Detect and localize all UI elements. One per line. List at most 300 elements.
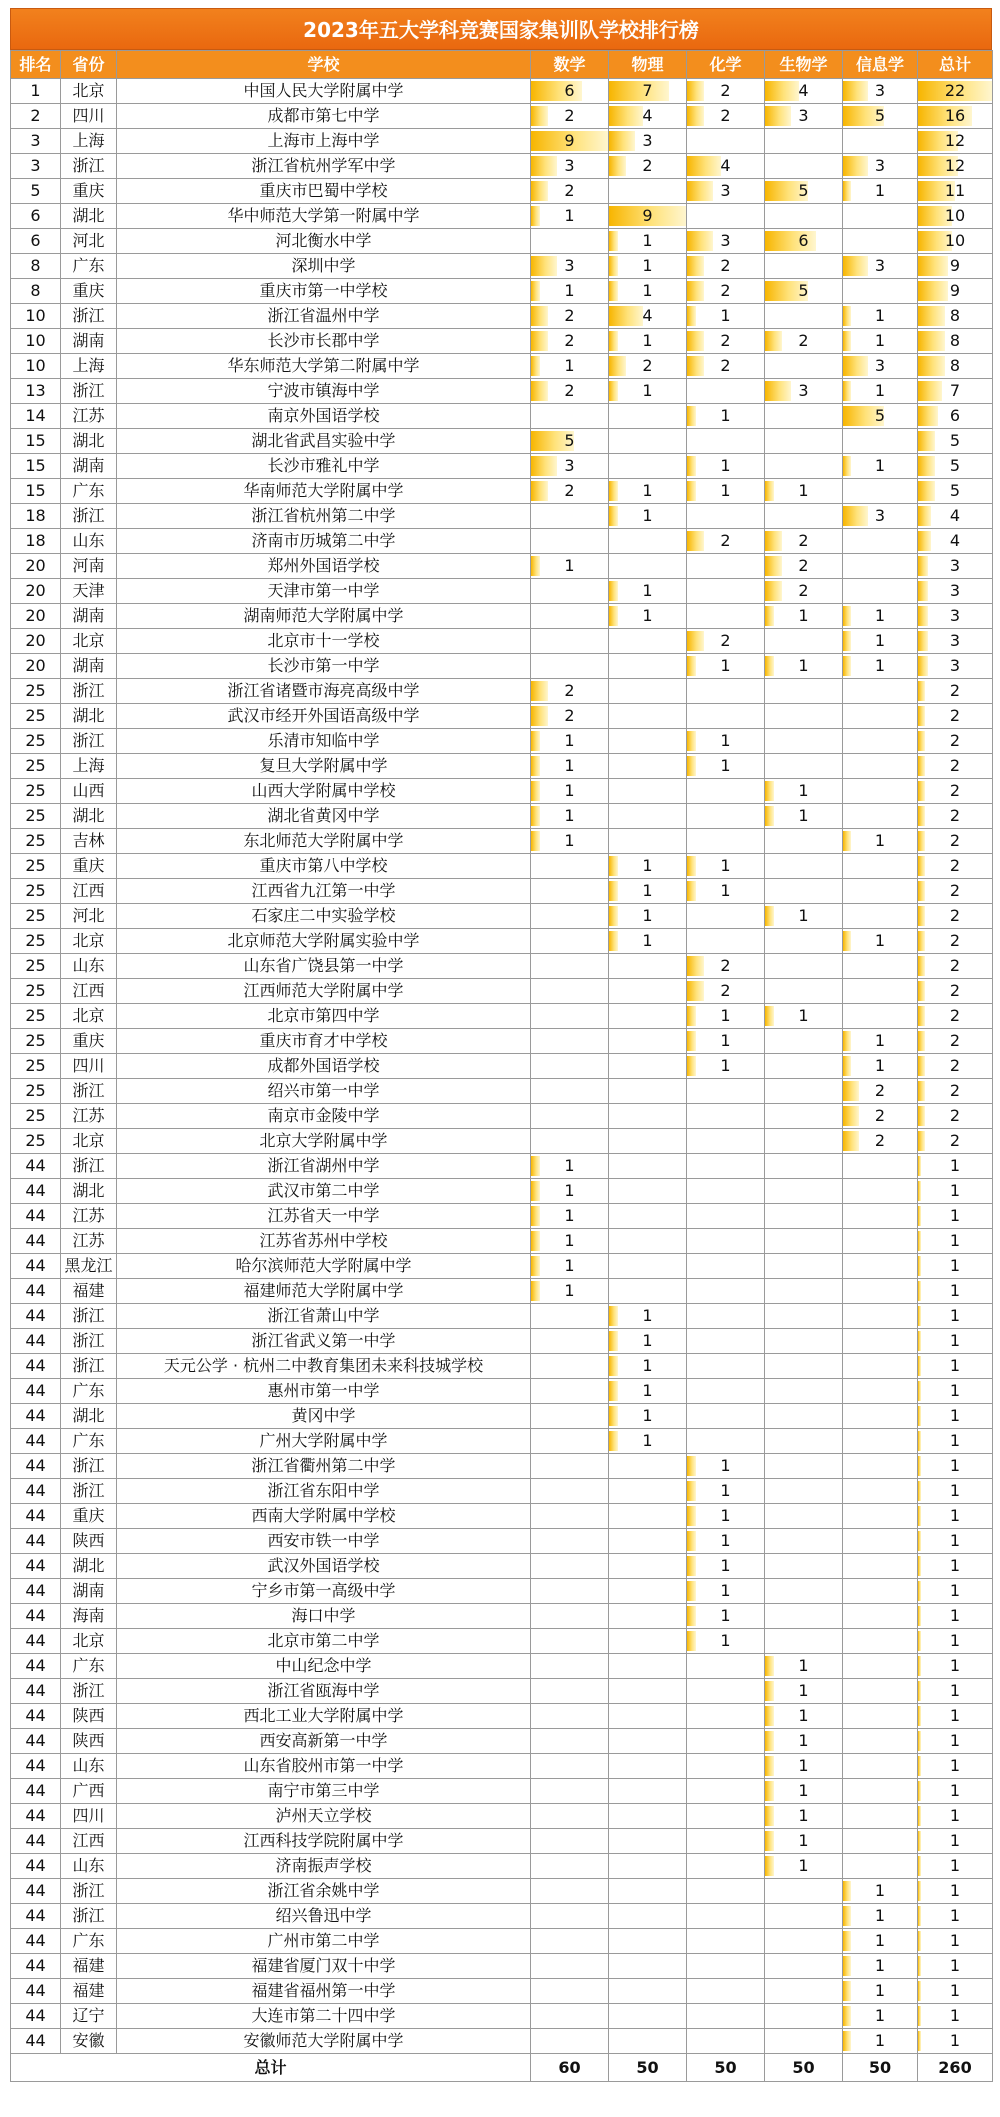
chemistry-cell bbox=[687, 1904, 765, 1929]
math-cell bbox=[531, 1029, 609, 1054]
physics-value: 1 bbox=[642, 506, 653, 525]
biology-cell bbox=[765, 1654, 843, 1679]
biology-cell bbox=[765, 854, 843, 879]
header-chemistry[interactable]: 化学 bbox=[687, 51, 765, 79]
school-cell: 石家庄二中实验学校 bbox=[117, 904, 531, 929]
rank-cell: 44 bbox=[11, 1954, 61, 1979]
math-value: 1 bbox=[564, 556, 575, 575]
total-value: 1 bbox=[949, 1556, 961, 1575]
biology-cell bbox=[765, 1054, 843, 1079]
total-data-bar bbox=[918, 1281, 921, 1301]
chemistry-value: 1 bbox=[720, 1481, 731, 1500]
table-body bbox=[11, 79, 993, 2054]
total-data-bar bbox=[918, 931, 925, 951]
chemistry-cell bbox=[687, 204, 765, 229]
math-value: 1 bbox=[564, 356, 575, 375]
table-row bbox=[11, 654, 993, 679]
total-value: 1 bbox=[949, 1806, 961, 1825]
chemistry-value: 2 bbox=[720, 256, 731, 275]
header-physics[interactable]: 物理 bbox=[609, 51, 687, 79]
footer-total-chemistry: 50 bbox=[687, 2054, 765, 2082]
physics-cell bbox=[609, 1129, 687, 1154]
total-cell bbox=[918, 1879, 993, 1904]
chemistry-cell bbox=[687, 1854, 765, 1879]
total-data-bar bbox=[918, 1206, 921, 1226]
table-row bbox=[11, 1254, 993, 1279]
total-data-bar bbox=[918, 1406, 921, 1426]
total-data-bar bbox=[918, 856, 925, 876]
chemistry-cell bbox=[687, 79, 765, 104]
chemistry-cell bbox=[687, 1704, 765, 1729]
biology-data-bar bbox=[765, 1681, 774, 1701]
rank-cell: 25 bbox=[11, 729, 61, 754]
total-cell bbox=[918, 1204, 993, 1229]
math-data-bar bbox=[531, 1256, 540, 1276]
province-cell: 湖北 bbox=[61, 704, 117, 729]
chemistry-cell bbox=[687, 1129, 765, 1154]
total-data-bar bbox=[918, 256, 948, 276]
informatics-value: 1 bbox=[874, 456, 886, 475]
math-cell bbox=[531, 804, 609, 829]
total-data-bar bbox=[918, 981, 925, 1001]
school-cell: 湖北省武昌实验中学 bbox=[117, 429, 531, 454]
biology-value: 1 bbox=[798, 1856, 809, 1875]
biology-cell bbox=[765, 1004, 843, 1029]
rank-cell: 25 bbox=[11, 1104, 61, 1129]
biology-value: 1 bbox=[798, 656, 809, 675]
school-cell: 武汉市经开外国语高级中学 bbox=[117, 704, 531, 729]
chemistry-cell bbox=[687, 1454, 765, 1479]
header-school[interactable]: 学校 bbox=[117, 51, 531, 79]
table-row bbox=[11, 1304, 993, 1329]
school-cell: 浙江省杭州第二中学 bbox=[117, 504, 531, 529]
total-value: 2 bbox=[949, 1031, 961, 1050]
total-cell bbox=[918, 504, 993, 529]
total-data-bar bbox=[918, 1806, 921, 1826]
school-cell: 安徽师范大学附属中学 bbox=[117, 2029, 531, 2054]
biology-cell bbox=[765, 729, 843, 754]
informatics-cell bbox=[843, 879, 918, 904]
physics-value: 2 bbox=[642, 156, 653, 175]
biology-cell bbox=[765, 604, 843, 629]
province-cell: 陕西 bbox=[61, 1529, 117, 1554]
math-cell bbox=[531, 1104, 609, 1129]
informatics-cell bbox=[843, 1004, 918, 1029]
rank-cell: 8 bbox=[11, 254, 61, 279]
physics-cell bbox=[609, 504, 687, 529]
total-value: 9 bbox=[949, 256, 961, 275]
rank-cell: 44 bbox=[11, 1854, 61, 1879]
rank-cell: 44 bbox=[11, 1454, 61, 1479]
header-province[interactable]: 省份 bbox=[61, 51, 117, 79]
math-value: 1 bbox=[564, 1206, 575, 1225]
math-cell bbox=[531, 629, 609, 654]
total-cell bbox=[918, 1954, 993, 1979]
school-cell: 福建师范大学附属中学 bbox=[117, 1279, 531, 1304]
table-row bbox=[11, 1904, 993, 1929]
chemistry-cell bbox=[687, 1504, 765, 1529]
physics-value: 4 bbox=[642, 306, 653, 325]
school-cell: 大连市第二十四中学 bbox=[117, 2004, 531, 2029]
math-cell bbox=[531, 1504, 609, 1529]
total-data-bar bbox=[918, 1606, 921, 1626]
biology-cell bbox=[765, 1829, 843, 1854]
chemistry-value: 2 bbox=[720, 531, 731, 550]
rank-cell: 20 bbox=[11, 554, 61, 579]
biology-cell bbox=[765, 829, 843, 854]
rank-cell: 44 bbox=[11, 1279, 61, 1304]
physics-cell bbox=[609, 979, 687, 1004]
informatics-cell bbox=[843, 354, 918, 379]
biology-value: 4 bbox=[798, 81, 809, 100]
chemistry-cell bbox=[687, 229, 765, 254]
biology-data-bar bbox=[765, 1781, 774, 1801]
chemistry-cell bbox=[687, 929, 765, 954]
chemistry-cell bbox=[687, 554, 765, 579]
rank-cell: 44 bbox=[11, 1804, 61, 1829]
table-row bbox=[11, 304, 993, 329]
physics-data-bar bbox=[609, 231, 618, 251]
total-cell bbox=[918, 304, 993, 329]
school-cell: 重庆市第八中学校 bbox=[117, 854, 531, 879]
school-cell: 乐清市知临中学 bbox=[117, 729, 531, 754]
table-row bbox=[11, 1429, 993, 1454]
total-cell bbox=[918, 204, 993, 229]
province-cell: 海南 bbox=[61, 1604, 117, 1629]
total-data-bar bbox=[918, 431, 935, 451]
total-cell bbox=[918, 1529, 993, 1554]
total-data-bar bbox=[918, 406, 938, 426]
math-cell bbox=[531, 1729, 609, 1754]
header-rank[interactable]: 排名 bbox=[11, 51, 61, 79]
math-value: 5 bbox=[564, 431, 575, 450]
ranking-sheet bbox=[10, 8, 992, 2082]
total-data-bar bbox=[918, 556, 928, 576]
table-row bbox=[11, 229, 993, 254]
table-row bbox=[11, 1829, 993, 1854]
total-value: 1 bbox=[949, 1881, 961, 1900]
table-row bbox=[11, 1779, 993, 1804]
header-biology[interactable]: 生物学 bbox=[765, 51, 843, 79]
physics-cell bbox=[609, 179, 687, 204]
province-cell: 湖南 bbox=[61, 454, 117, 479]
school-cell: 济南市历城第二中学 bbox=[117, 529, 531, 554]
total-cell bbox=[918, 679, 993, 704]
biology-cell bbox=[765, 1804, 843, 1829]
math-data-bar bbox=[531, 356, 540, 376]
footer-total-informatics: 50 bbox=[843, 2054, 918, 2082]
table-row bbox=[11, 1179, 993, 1204]
biology-cell bbox=[765, 1354, 843, 1379]
table-row bbox=[11, 179, 993, 204]
total-data-bar bbox=[918, 1931, 921, 1951]
table-row bbox=[11, 1054, 993, 1079]
physics-cell bbox=[609, 404, 687, 429]
total-cell bbox=[918, 829, 993, 854]
total-value: 2 bbox=[949, 1006, 961, 1025]
header-math[interactable]: 数学 bbox=[531, 51, 609, 79]
total-cell bbox=[918, 329, 993, 354]
math-cell bbox=[531, 1554, 609, 1579]
school-cell: 山西大学附属中学校 bbox=[117, 779, 531, 804]
physics-data-bar bbox=[609, 606, 618, 626]
table-row bbox=[11, 254, 993, 279]
informatics-cell bbox=[843, 529, 918, 554]
rank-cell: 20 bbox=[11, 579, 61, 604]
math-cell bbox=[531, 704, 609, 729]
school-cell: 中山纪念中学 bbox=[117, 1654, 531, 1679]
province-cell: 浙江 bbox=[61, 1679, 117, 1704]
school-cell: 福建省福州第一中学 bbox=[117, 1979, 531, 2004]
total-data-bar bbox=[918, 581, 928, 601]
informatics-cell bbox=[843, 129, 918, 154]
informatics-cell bbox=[843, 79, 918, 104]
chemistry-data-bar bbox=[687, 456, 696, 476]
biology-data-bar bbox=[765, 581, 782, 601]
physics-value: 1 bbox=[642, 1381, 653, 1400]
physics-cell bbox=[609, 479, 687, 504]
header-informatics[interactable]: 信息学 bbox=[843, 51, 918, 79]
total-data-bar bbox=[918, 381, 942, 401]
biology-data-bar bbox=[765, 1706, 774, 1726]
total-cell bbox=[918, 554, 993, 579]
table-row bbox=[11, 1204, 993, 1229]
total-data-bar bbox=[918, 1531, 921, 1551]
table-row bbox=[11, 129, 993, 154]
informatics-cell bbox=[843, 429, 918, 454]
total-value: 1 bbox=[949, 1156, 961, 1175]
chemistry-value: 1 bbox=[720, 656, 731, 675]
chemistry-data-bar bbox=[687, 306, 696, 326]
province-cell: 广东 bbox=[61, 479, 117, 504]
rank-cell: 44 bbox=[11, 1679, 61, 1704]
biology-data-bar bbox=[765, 1831, 774, 1851]
school-cell: 成都外国语学校 bbox=[117, 1054, 531, 1079]
total-data-bar bbox=[918, 1256, 921, 1276]
province-cell: 福建 bbox=[61, 1279, 117, 1304]
total-data-bar bbox=[918, 1156, 921, 1176]
province-cell: 山东 bbox=[61, 529, 117, 554]
chemistry-value: 1 bbox=[720, 1456, 731, 1475]
informatics-cell bbox=[843, 1879, 918, 1904]
total-cell bbox=[918, 104, 993, 129]
table-row bbox=[11, 1529, 993, 1554]
physics-cell bbox=[609, 1504, 687, 1529]
informatics-cell bbox=[843, 1229, 918, 1254]
total-cell bbox=[918, 1054, 993, 1079]
physics-cell bbox=[609, 904, 687, 929]
math-data-bar bbox=[531, 206, 540, 226]
school-cell: 浙江省湖州中学 bbox=[117, 1154, 531, 1179]
header-total[interactable]: 总计 bbox=[918, 51, 993, 79]
total-data-bar bbox=[918, 1006, 925, 1026]
province-cell: 江苏 bbox=[61, 1229, 117, 1254]
total-cell bbox=[918, 1004, 993, 1029]
school-cell: 东北师范大学附属中学 bbox=[117, 829, 531, 854]
total-cell bbox=[918, 1379, 993, 1404]
biology-cell bbox=[765, 904, 843, 929]
chemistry-data-bar bbox=[687, 281, 704, 301]
chemistry-cell bbox=[687, 629, 765, 654]
table-row bbox=[11, 429, 993, 454]
biology-cell bbox=[765, 1679, 843, 1704]
province-cell: 浙江 bbox=[61, 1354, 117, 1379]
province-cell: 江西 bbox=[61, 879, 117, 904]
math-cell bbox=[531, 1429, 609, 1454]
total-value: 1 bbox=[949, 1606, 961, 1625]
physics-value: 1 bbox=[642, 931, 653, 950]
chemistry-value: 4 bbox=[720, 156, 731, 175]
physics-cell bbox=[609, 779, 687, 804]
school-cell: 北京市第二中学 bbox=[117, 1629, 531, 1654]
physics-value: 9 bbox=[642, 206, 653, 225]
biology-cell bbox=[765, 1929, 843, 1954]
informatics-cell bbox=[843, 1954, 918, 1979]
informatics-data-bar bbox=[843, 1106, 859, 1126]
chemistry-data-bar bbox=[687, 1056, 696, 1076]
table-row bbox=[11, 879, 993, 904]
table-row bbox=[11, 79, 993, 104]
chemistry-cell bbox=[687, 1329, 765, 1354]
rank-cell: 25 bbox=[11, 679, 61, 704]
rank-cell: 15 bbox=[11, 479, 61, 504]
rank-cell: 44 bbox=[11, 1979, 61, 2004]
chemistry-cell bbox=[687, 529, 765, 554]
school-cell: 西安高新第一中学 bbox=[117, 1729, 531, 1754]
total-cell bbox=[918, 1029, 993, 1054]
total-value: 2 bbox=[949, 1131, 961, 1150]
biology-cell bbox=[765, 1779, 843, 1804]
informatics-cell bbox=[843, 2004, 918, 2029]
physics-data-bar bbox=[609, 906, 618, 926]
rank-cell: 14 bbox=[11, 404, 61, 429]
informatics-data-bar bbox=[843, 2031, 851, 2051]
informatics-cell bbox=[843, 279, 918, 304]
chemistry-cell bbox=[687, 729, 765, 754]
physics-value: 1 bbox=[642, 1306, 653, 1325]
biology-cell bbox=[765, 1554, 843, 1579]
math-cell bbox=[531, 1679, 609, 1704]
physics-cell bbox=[609, 654, 687, 679]
chemistry-data-bar bbox=[687, 1031, 696, 1051]
rank-cell: 10 bbox=[11, 329, 61, 354]
math-value: 2 bbox=[564, 481, 575, 500]
chemistry-cell bbox=[687, 2029, 765, 2054]
biology-value: 6 bbox=[798, 231, 809, 250]
informatics-cell bbox=[843, 754, 918, 779]
informatics-value: 5 bbox=[874, 406, 886, 425]
informatics-data-bar bbox=[843, 2006, 851, 2026]
rank-cell: 25 bbox=[11, 829, 61, 854]
physics-cell bbox=[609, 1904, 687, 1929]
total-data-bar bbox=[918, 906, 925, 926]
biology-cell bbox=[765, 579, 843, 604]
informatics-cell bbox=[843, 1379, 918, 1404]
total-data-bar bbox=[918, 831, 925, 851]
chemistry-cell bbox=[687, 1054, 765, 1079]
total-cell bbox=[918, 1104, 993, 1129]
province-cell: 陕西 bbox=[61, 1729, 117, 1754]
province-cell: 浙江 bbox=[61, 1904, 117, 1929]
math-cell bbox=[531, 604, 609, 629]
physics-cell bbox=[609, 854, 687, 879]
total-value: 1 bbox=[949, 1631, 961, 1650]
math-data-bar bbox=[531, 706, 548, 726]
informatics-cell bbox=[843, 1104, 918, 1129]
total-data-bar bbox=[918, 1181, 921, 1201]
total-data-bar bbox=[918, 1381, 921, 1401]
math-data-bar bbox=[531, 781, 540, 801]
total-value: 2 bbox=[949, 981, 961, 1000]
total-cell bbox=[918, 1829, 993, 1854]
informatics-data-bar bbox=[843, 256, 868, 276]
table-row bbox=[11, 1554, 993, 1579]
informatics-data-bar bbox=[843, 1056, 851, 1076]
province-cell: 重庆 bbox=[61, 1504, 117, 1529]
chemistry-value: 1 bbox=[720, 1056, 731, 1075]
total-cell bbox=[918, 604, 993, 629]
total-data-bar bbox=[918, 1656, 921, 1676]
physics-cell bbox=[609, 1479, 687, 1504]
total-data-bar bbox=[918, 806, 925, 826]
table-row bbox=[11, 1604, 993, 1629]
total-value: 8 bbox=[949, 356, 961, 375]
school-cell: 武汉外国语学校 bbox=[117, 1554, 531, 1579]
informatics-cell bbox=[843, 1754, 918, 1779]
table-row bbox=[11, 754, 993, 779]
table-row bbox=[11, 854, 993, 879]
math-cell bbox=[531, 279, 609, 304]
biology-cell bbox=[765, 1529, 843, 1554]
math-cell bbox=[531, 1579, 609, 1604]
informatics-cell bbox=[843, 1629, 918, 1654]
math-cell bbox=[531, 854, 609, 879]
math-cell bbox=[531, 129, 609, 154]
footer-label: 总计 bbox=[11, 2054, 531, 2082]
total-data-bar bbox=[918, 306, 945, 326]
informatics-value: 1 bbox=[874, 331, 886, 350]
physics-value: 1 bbox=[642, 906, 653, 925]
total-data-bar bbox=[918, 1306, 921, 1326]
province-cell: 吉林 bbox=[61, 829, 117, 854]
informatics-cell bbox=[843, 1654, 918, 1679]
total-cell bbox=[918, 1229, 993, 1254]
math-cell bbox=[531, 379, 609, 404]
informatics-cell bbox=[843, 1929, 918, 1954]
total-data-bar bbox=[918, 331, 945, 351]
total-data-bar bbox=[918, 1231, 921, 1251]
chemistry-cell bbox=[687, 279, 765, 304]
table-row bbox=[11, 1104, 993, 1129]
total-cell bbox=[918, 1904, 993, 1929]
rank-cell: 44 bbox=[11, 2004, 61, 2029]
math-value: 1 bbox=[564, 1156, 575, 1175]
total-cell bbox=[918, 1129, 993, 1154]
total-value: 12 bbox=[944, 156, 966, 175]
physics-data-bar bbox=[609, 506, 618, 526]
total-value: 11 bbox=[944, 181, 966, 200]
school-cell: 江西省九江第一中学 bbox=[117, 879, 531, 904]
biology-cell bbox=[765, 554, 843, 579]
school-cell: 中国人民大学附属中学 bbox=[117, 79, 531, 104]
biology-cell bbox=[765, 1729, 843, 1754]
total-data-bar bbox=[918, 1581, 921, 1601]
province-cell: 湖北 bbox=[61, 1404, 117, 1429]
total-cell bbox=[918, 1729, 993, 1754]
biology-value: 1 bbox=[798, 781, 809, 800]
total-data-bar bbox=[918, 1481, 921, 1501]
total-cell bbox=[918, 1554, 993, 1579]
